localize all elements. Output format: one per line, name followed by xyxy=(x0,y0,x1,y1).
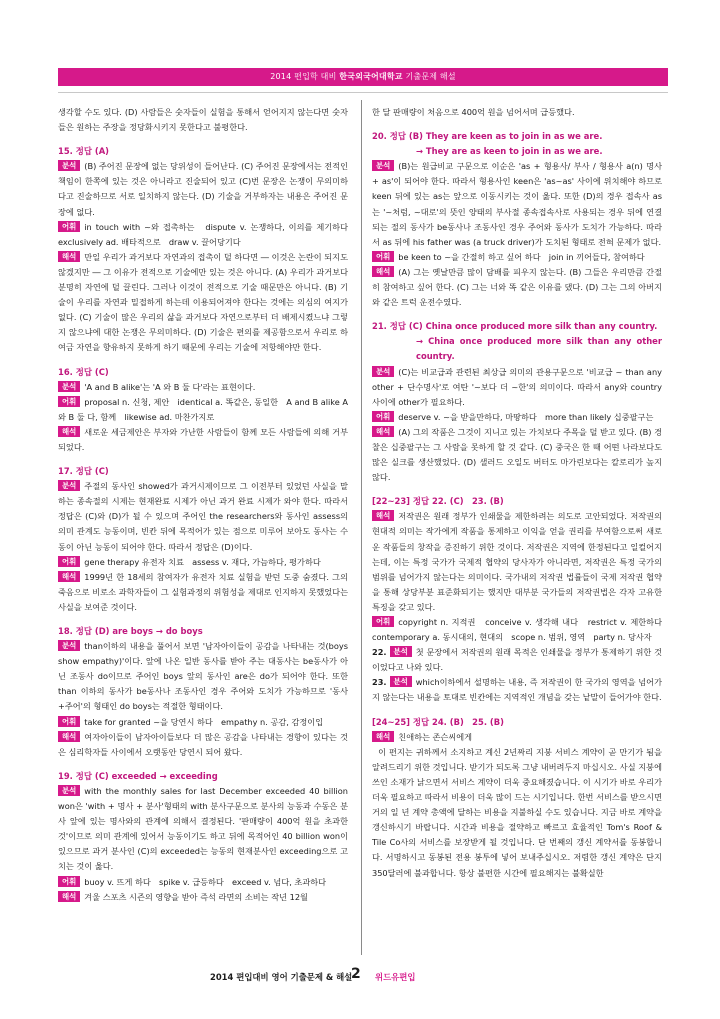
tagged-paragraph xyxy=(372,509,662,615)
tagged-paragraph xyxy=(58,875,348,890)
column-divider xyxy=(361,100,362,955)
tagged-paragraph xyxy=(58,425,348,455)
tagged-paragraph xyxy=(58,570,348,615)
header-label-a: 편입학 대비 xyxy=(294,72,337,81)
answer-correction: → China once produced more silk than any other country. xyxy=(416,336,662,362)
tagged-paragraph xyxy=(372,675,662,705)
tagged-paragraph xyxy=(372,250,662,265)
section-tag: 어휘 xyxy=(58,716,80,727)
tagged-paragraph xyxy=(372,159,662,250)
answer-value: (C) exceeded → exceeding xyxy=(94,770,218,781)
answer-value: (C) China once produced more silk than any country. xyxy=(408,321,658,332)
paragraph-text: (C)는 비교급과 관련된 최상급 의미의 관용구문으로 '비교급 ~ than any other + 단수명사'로 여탄 '~보다 더 ~한'의 의미이다. 따라서 any와 country사이에 other가 필요하다. xyxy=(372,366,662,407)
body-paragraph: 생각할 수도 있다. (D) 사람들은 숫자들이 실험을 통해서 얻어지지 않는다면 숫자들은 원하는 주장을 정당화시키지 못한다고 불평한다. xyxy=(58,107,348,133)
paragraph-text: 첫 문장에서 저작권의 원래 목적은 인쇄물을 정부가 통제하기 위한 것이었다고 나와 있다. xyxy=(372,647,662,673)
header-year: 2014 xyxy=(270,72,292,81)
question-number: 18. xyxy=(58,626,76,636)
answer-label: 정답 xyxy=(75,466,95,477)
question-answer-heading xyxy=(58,464,348,479)
tagged-paragraph xyxy=(58,250,348,356)
question-number: 19. xyxy=(58,770,76,781)
tagged-paragraph xyxy=(58,730,348,760)
tagged-paragraph xyxy=(58,715,348,730)
tagged-paragraph xyxy=(58,890,348,905)
answer-label: 정답 xyxy=(75,146,95,157)
answer-value: (B) They are keen as to join in as we are. xyxy=(408,131,603,142)
paragraph-text: (B)는 원급비교 구문으로 이순은 'as + 형용사/ 부사 / 형용사 a(n) 명사 + as'이 되어야 한다. 따라서 형용사인 keen은 'as~as' 사이에 위치해야 하므로 keen 뒤에 있는 as는 앞으로 이동시키는 것이 옳다. 또한 (D)의 경우 접속사 as는 '~처럼, ~대로'의 뜻인 양태의 부사절 종속접속사로 사용되는 경우 뒤에 연결되는 절의 동사가 be동사나 조동사인 경우 주어와 동사가 도치가 가능하다. 따라서 as 뒤에 his father was (a truck driver)가 도치된 형태로 전혀 문제가 없다. xyxy=(372,161,662,247)
paragraph-text: 만일 우리가 과거보다 자연과의 접촉이 덜 하다면 ― 이것은 논란이 되지도 않겠지만 ― 그 이유가 전적으로 기술에만 있는 것은 아니다. (A) 우리가 과거보다 분명히 자연에 덜 끌린다. 그러나 이것이 전적으로 기술 때문만은 아니다. (B) 기술이 우리를 자연과 밀접하게 하는데 이용되어져야 한다는 것에는 의심의 여지가 없다. (C) 기술이 많은 우리의 삶을 과거보다 자연으로부터 더 배제시켰느냐 그렇지 않으냐에 대한 논쟁은 무의미하다. (D) 기술은 편의를 제공함으로서 우리로 하여금 자연을 향유하지 못하게 하기 때문에 우리는 기술에 저항해야만 한다. xyxy=(58,251,348,353)
question-answer-heading xyxy=(372,129,662,159)
answer-label: 정답 xyxy=(389,131,409,142)
paragraph-text: deserve v. ~을 받을만하다, 마땅하다 more than likely 십중팔구는 xyxy=(398,411,654,422)
tagged-paragraph xyxy=(372,615,671,645)
answer-label: 정답 xyxy=(75,626,95,636)
question-number: [24~25] xyxy=(372,716,413,727)
answer-value: (D) are boys → do boys xyxy=(94,626,203,636)
paragraph-text: 겨울 스포츠 시즌의 영향을 받아 즉석 라면의 소비는 작년 12월 xyxy=(84,891,308,902)
question-answer-heading xyxy=(58,769,348,784)
section-tag: 해석 xyxy=(372,510,394,521)
sub-question-number: 22. xyxy=(372,647,390,658)
answer-value: 24. (B) 25. (B) xyxy=(432,716,504,727)
footer-title: 2014 편입대비 영어 기출문제 & 해설 xyxy=(210,972,353,982)
section-tag: 분석 xyxy=(58,480,80,491)
header-school: 한국외국어대학교 xyxy=(339,72,403,81)
answer-value: (A) xyxy=(94,146,110,157)
tagged-paragraph xyxy=(58,555,348,570)
paragraph-text: be keen to ~을 간절히 하고 싶어 하다 join in 끼어들다, 참여하다 xyxy=(398,251,645,262)
section-tag: 분석 xyxy=(58,381,80,392)
tagged-paragraph xyxy=(58,784,348,875)
page-number: 2 xyxy=(351,966,361,982)
paragraph-text: with the monthly sales for last December exceeded 40 billion won은 'with + 명사 + 분사'형태의 with 분사구문으로 분사의 능동과 수동은 분사 앞에 있는 명사와의 관계에 의해서 결정된다. '판매량이 400억 원을 초과한 것'이므로 의미 관계에 있어서 능동이기도 하고 뒤에 목적어인 40 billion won이 있으므로 과거 분사인 (C)의 exceeded는 능동의 현재분사인 exceeding으로 고치는 것이 옳다. xyxy=(58,785,348,872)
question-answer-heading xyxy=(372,319,662,364)
answer-label: 정답 xyxy=(389,321,409,332)
tagged-paragraph xyxy=(58,380,348,395)
tagged-paragraph xyxy=(58,479,348,554)
question-number: 15. xyxy=(58,146,76,157)
section-tag: 분석 xyxy=(58,785,80,796)
paragraph-text: 저작권은 원래 정부가 인쇄물을 제한하려는 의도로 고안되었다. 저작권의 현대적 의미는 작가에게 작품을 통제하고 이익을 얻을 권리를 부여함으로써 새로운 작품들의 창작을 증진하기 위한 것이다. 저작권은 지역에 한정된다고 일컬어지는데, 이는 특정 국가가 국제적 협약의 당사자가 아니라면, 저작권은 특정 국가의 범위를 넘어가지 않는다는 의미이다. 국가내의 저작권 법률들이 국제 저작권 협약을 통해 상당부분 표준화되기는 했지만 대부분 국가들의 저작권법은 각자 고유한 특징을 갖고 있다. xyxy=(372,511,662,612)
section-tag: 해석 xyxy=(372,266,394,277)
tagged-paragraph xyxy=(58,159,348,219)
answer-label: 정답 xyxy=(75,366,95,377)
tagged-paragraph xyxy=(372,365,662,410)
section-tag: 어휘 xyxy=(58,221,80,232)
paragraph-text: 'A and B alike'는 'A 와 B 둘 다'라는 표현이다. xyxy=(84,381,256,392)
question-number: 16. xyxy=(58,366,76,377)
question-number: 20. xyxy=(372,131,390,142)
body-paragraph: 한 달 판매량이 처음으로 400억 원을 넘어서며 급등했다. xyxy=(372,107,575,117)
answer-label: 정답 xyxy=(412,716,433,727)
section-tag: 해석 xyxy=(58,891,80,902)
paragraph-text: which이하에서 설명하는 내용, 즉 저작권이 한 국가의 영역을 넘어가지 않는다는 내용을 토대로 빈칸에는 지역적인 개념을 갖는 낱말이 들어가야 한다. xyxy=(372,677,662,703)
tagged-paragraph xyxy=(372,410,662,425)
answer-label: 정답 xyxy=(75,770,95,781)
answer-value: 22. (C) 23. (B) xyxy=(432,496,504,507)
paragraph-text: copyright n. 지적권 conceive v. 생각해 내다 restrict v. 제한하다 contemporary a. 동시대의, 현대의 scope n. 범위, 영역 party n. 당사자 xyxy=(372,617,671,643)
paragraph-text: 친애하는 존슨씨에게 xyxy=(398,731,473,742)
section-tag: 해석 xyxy=(58,571,80,582)
paragraph-text: 주절의 동사인 showed가 과거시제이므로 그 이전부터 있었던 사실을 말하는 종속절의 시제는 현재완료 시제가 아닌 과거 완료 시제가 와야 한다. 따라서 정답은 (C)와 (D)가 될 수 있으며 주어인 the researchers와 동사인 assess의 의미 관계도 능동이며, 빈칸 뒤에 목적어가 있는 점으로 미루어 보아도 동사는 수동이 아닌 능동이 되어야 한다. 따라서 정답은 (D)이다. xyxy=(58,481,348,552)
sub-question-number: 23. xyxy=(372,677,390,688)
section-tag: 어휘 xyxy=(372,616,394,627)
paragraph-text: (A) 그는 옛날만큼 많이 담배를 피우지 않는다. (B) 그들은 우리만큼 간절히 참여하고 싶어 한다. (C) 그는 너와 똑 같은 이유를 댔다. (D) 그는 그의 아버지와 같은 트럭 운전수였다. xyxy=(372,266,662,308)
right-column xyxy=(372,105,671,881)
paragraph-text: gene therapy 유전자 치료 assess v. 재다, 가늠하다, 평가하다 xyxy=(84,556,321,567)
paragraph-text: 1999년 한 18세의 참여자가 유전자 치료 실험을 받던 도중 숨졌다. 그의 죽음으로 비로소 과학자들이 그 실험과정의 위험성을 제대로 인지하지 못했었다는 사실을 보여준 것이다. xyxy=(58,571,348,612)
header-label-b: 기출문제 해설 xyxy=(405,72,456,81)
tagged-paragraph xyxy=(372,425,662,485)
tagged-paragraph xyxy=(58,220,357,250)
paragraph-text: (B) 주어진 문장에 없는 당위성이 들어난다. (C) 주어진 문장에서는 전적인 책임이 한쪽에 있는 것은 아니라고 진술되어 있고 (C)번 문장은 논쟁이 무의미하다고 진술하므로 서로 일치하지 않는다. (D) 기술을 거부하자는 내용은 주어진 문장에 없다. xyxy=(58,161,348,217)
answer-correction: → They are as keen to join in as we are. xyxy=(416,146,603,157)
paragraph-text: than이하의 내용을 풀어서 보면 '남자아이들이 공감을 나타내는 것(boys show empathy)'이다. 앞에 나온 일반 동사를 받아 주는 대동사는 be동사가 아닌 조동사 do이므로 주어인 boys 앞의 동사인 are은 do가 되어야 한다. 또한 than 이하의 동사가 be동사나 조동사인 경우 주어와 도치가 가능하므로 '동사+주어'의 형태인 do boys는 적절한 형태이다. xyxy=(58,641,348,712)
tagged-paragraph xyxy=(58,639,348,714)
section-tag: 어휘 xyxy=(58,876,80,887)
answer-label: 정답 xyxy=(412,496,433,507)
paragraph-text: 여자아이들이 남자아이들보다 더 많은 공감을 나타내는 경향이 있다는 것은 심리학자들 사이에서 오랫동안 당연시 되어 왔다. xyxy=(58,731,348,757)
answer-value: (C) xyxy=(94,366,109,377)
question-answer-heading xyxy=(58,624,348,639)
section-tag: 어휘 xyxy=(372,251,394,262)
section-tag: 분석 xyxy=(372,160,394,171)
paragraph-text: buoy v. 뜨게 하다 spike v. 급등하다 exceed v. 넘다, 초과하다 xyxy=(84,876,327,887)
answer-value: (C) xyxy=(94,466,109,477)
paragraph-text: proposal n. 신청, 제안 identical a. 똑같은, 동일한 A and B alike A와 B 둘 다, 함께 likewise ad. 마찬가지로 xyxy=(58,396,348,422)
section-tag: 해석 xyxy=(372,731,394,742)
footer-brand: 위드유편입 xyxy=(375,972,416,982)
section-tag: 어휘 xyxy=(58,556,80,567)
paragraph-text: in touch with ~와 접촉하는 dispute v. 논쟁하다, 이의를 제기하다 exclusively ad. 배타적으로 draw v. 끌어당기다 xyxy=(58,221,357,247)
section-tag: 분석 xyxy=(58,160,80,171)
section-tag: 분석 xyxy=(390,646,412,657)
section-tag: 분석 xyxy=(390,676,412,687)
section-tag: 해석 xyxy=(372,426,394,437)
paragraph-text: take for granted ~을 당연시 하다 empathy n. 공감, 감정이입 xyxy=(84,716,324,727)
question-number: 21. xyxy=(372,321,390,332)
section-tag: 해석 xyxy=(58,426,80,437)
section-tag: 해석 xyxy=(58,251,80,262)
section-tag: 분석 xyxy=(372,366,394,377)
question-answer-heading xyxy=(372,494,662,509)
question-answer-heading xyxy=(372,715,662,730)
left-column xyxy=(58,105,357,905)
tagged-paragraph xyxy=(372,645,662,675)
tagged-paragraph xyxy=(372,730,662,745)
section-tag: 분석 xyxy=(58,640,80,651)
question-number: 17. xyxy=(58,466,76,477)
question-answer-heading xyxy=(58,365,348,380)
question-answer-heading xyxy=(58,144,348,159)
page-footer xyxy=(0,967,720,987)
question-number: [22~23] xyxy=(372,496,413,507)
paragraph-text: (A) 그의 작품은 그것이 지니고 있는 가치보다 주목을 덜 받고 있다. (B) 경찰은 십중팔구는 그 사람을 못하게 할 것 같다. (C) 중국은 한 때 어떤 나라보다도 많은 실크를 생산했었다. (D) 샐러드 오일도 버터도 마가린보다는 칼로리가 높지 않다. xyxy=(372,426,662,483)
header-bar xyxy=(58,68,668,86)
header-divider xyxy=(58,92,668,93)
tagged-paragraph xyxy=(58,395,348,425)
section-tag: 어휘 xyxy=(372,411,394,422)
paragraph-text: 새로운 세금제안은 부자와 가난한 사람들이 함께 모든 사람들에 의해 거부되었다. xyxy=(58,426,348,452)
tagged-paragraph xyxy=(372,265,662,310)
section-tag: 해석 xyxy=(58,731,80,742)
section-tag: 어휘 xyxy=(58,396,80,407)
body-paragraph: 이 편지는 귀하께서 소지하고 계신 2년짜리 지붕 서비스 계약이 곧 만기가 됨을 알려드리기 위한 것입니다. 받기가 되도록 그냥 내버려두지 마십시오. 사실 지붕에 쓰인 소재가 낡으면서 서비스 계약이 더욱 중요해졌습니다. 이 시기가 바로 우리가 더욱 필요하고 따라서 비용이 더욱 많이 드는 시기입니다. 한번 서비스를 받으시면 거의 일 년 계약 총액에 달하는 비용을 지불하실 수도 있습니다. 지금 바로 계약을 갱신하시기 바랍니다. 시간과 비용을 절약하고 빠르고 효율적인 Tom's Roof & Tile Co사의 서비스를 보장받게 될 것입니다. 단 번째의 갱신 계약서를 동봉합니다. 서명하시고 동봉된 전용 봉투에 넣어 보내주십시오. 저렴한 갱신 계약은 단지 350달러에 불과합니다. 항상 불편한 시간에 필요해지는 불확실한 xyxy=(372,746,662,878)
